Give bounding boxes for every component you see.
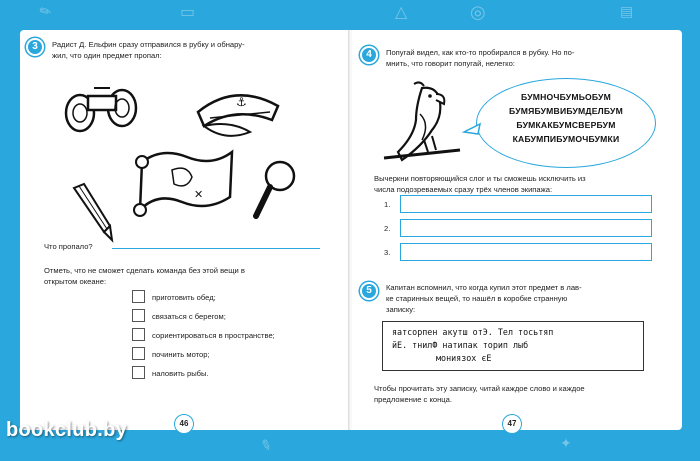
answer-box-3[interactable] — [400, 243, 652, 261]
bubble-line-2: БУМЯБУМВИБУМДЕЛБУМ — [509, 106, 623, 116]
bubble-line-1: БУМНОЧБУМЬОБУМ — [521, 92, 611, 102]
page-number-left: 46 — [174, 414, 194, 434]
svg-text:✕: ✕ — [194, 188, 204, 201]
option-label-5: наловить рыбы. — [152, 369, 209, 378]
bubble-line-4: КАБУМПИБУМОЧБУМКИ — [512, 134, 620, 144]
answer-box-1[interactable] — [400, 195, 652, 213]
footer-line-1: Чтобы прочитать эту записку, читай каждое слово и каждое — [374, 384, 585, 393]
parrot-icon — [380, 80, 470, 168]
task-5-text-line-3: записку: — [386, 305, 416, 314]
task-5-badge: 5 — [360, 282, 378, 300]
answer-label-3: 3. — [384, 248, 391, 257]
treasure-map-icon — [132, 142, 242, 222]
instruction-line-1: Вычеркни повторяющийся слог и ты сможешь исключить из — [374, 174, 586, 183]
binoculars-icon — [60, 78, 150, 138]
task-3-text-line-2: жил, что один предмет пропал: — [52, 51, 162, 60]
task-3-text-line-1: Радист Д. Ельфин сразу отправился в рубку и обнару- — [52, 40, 245, 49]
answer-label-1: 1. — [384, 200, 391, 209]
speech-bubble-tail — [462, 122, 482, 136]
note-line-1: Отметь, что не сможет сделать команда без этой вещи в — [44, 266, 245, 275]
task-4-text-line-1: Попугай видел, как кто-то пробирался в рубку. Но по- — [386, 48, 575, 57]
book-doodle-icon: ▤ — [620, 4, 634, 20]
option-checkbox-1[interactable] — [132, 290, 145, 303]
answer-line[interactable] — [112, 248, 320, 249]
answer-box-2[interactable] — [400, 219, 652, 237]
pencil-icon — [66, 182, 116, 242]
pen-doodle-icon: ✎ — [36, 2, 55, 22]
option-label-2: связаться с берегом; — [152, 312, 226, 321]
square-doodle-icon: ▭ — [180, 2, 196, 21]
watermark-logo: bookclub.by — [6, 419, 128, 441]
option-checkbox-4[interactable] — [132, 347, 145, 360]
option-label-1: приготовить обед; — [152, 293, 216, 302]
left-page — [20, 30, 350, 430]
option-checkbox-3[interactable] — [132, 328, 145, 341]
question-label: Что пропало? — [44, 242, 93, 251]
triangle-doodle-icon: △ — [395, 2, 408, 21]
star-doodle-icon: ✦ — [560, 436, 572, 452]
note-line-2: открытом океане: — [44, 277, 107, 286]
task-3-badge: 3 — [26, 38, 44, 56]
captain-cap-icon — [190, 82, 285, 140]
magnifying-glass-icon — [250, 156, 298, 226]
bubble-line-3: БУМКАКБУМСВЕРБУМ — [516, 120, 616, 130]
option-label-4: починить мотор; — [152, 350, 210, 359]
option-checkbox-2[interactable] — [132, 309, 145, 322]
note-text-line-3: мониязох єЕ — [436, 353, 492, 363]
circle-doodle-icon: ◎ — [470, 2, 486, 23]
task-5-text-line-1: Капитан вспомнил, что когда купил этот предмет в лав- — [386, 283, 582, 292]
page-number-right: 47 — [502, 414, 522, 434]
task-5-text-line-2: ке старинных вещей, то нашёл в коробке странную — [386, 294, 568, 303]
svg-text:⚓: ⚓ — [236, 95, 247, 109]
pencil-doodle-icon: ✎ — [257, 436, 275, 456]
answer-label-2: 2. — [384, 224, 391, 233]
option-label-3: сориентироваться в пространстве; — [152, 331, 275, 340]
right-page — [352, 30, 682, 430]
note-text-line-2: йЕ. тнилФ натипак торип лыб — [392, 340, 529, 350]
instruction-line-2: числа подозреваемых сразу трёх членов экипажа: — [374, 185, 553, 194]
task-4-text-line-2: мнить, что говорит попугай, нелегко: — [386, 59, 515, 68]
note-text-line-1: яатсорпен акутш отЭ. Тел тосьтяп — [392, 327, 554, 337]
task-4-badge: 4 — [360, 46, 378, 64]
option-checkbox-5[interactable] — [132, 366, 145, 379]
footer-line-2: предложение с конца. — [374, 395, 452, 404]
